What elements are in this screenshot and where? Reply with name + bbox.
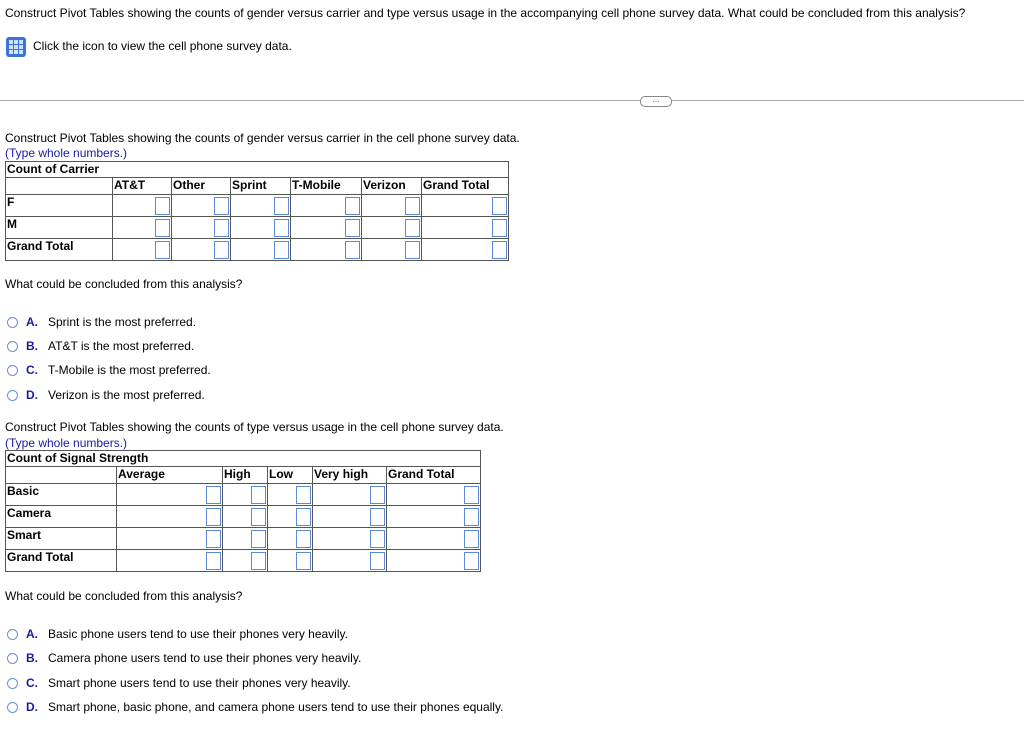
table-cell (291, 239, 362, 261)
table-cell (362, 239, 422, 261)
table-cell (172, 239, 231, 261)
option-letter: D. (26, 388, 38, 402)
answer-option[interactable] (7, 651, 361, 665)
count-input[interactable] (492, 219, 507, 237)
question-text: Construct Pivot Tables showing the counts of gender versus carrier and type versus usage in the accompanying cell phone survey data. What could be concluded from this analysis? (5, 6, 966, 20)
count-input[interactable] (370, 486, 385, 504)
table-cell (117, 506, 223, 528)
table-cell (117, 484, 223, 506)
count-input[interactable] (492, 197, 507, 215)
count-input[interactable] (464, 530, 479, 548)
table-cell (117, 528, 223, 550)
table-cell (291, 217, 362, 239)
count-input[interactable] (251, 530, 266, 548)
part1-instruction: Construct Pivot Tables showing the counts of gender versus carrier in the cell phone survey data. (5, 131, 520, 145)
count-input[interactable] (370, 508, 385, 526)
radio-button[interactable] (7, 317, 18, 328)
table-title: Count of Signal Strength (6, 451, 481, 467)
radio-button[interactable] (7, 390, 18, 401)
option-text: AT&T is the most preferred. (48, 339, 195, 353)
option-letter: C. (26, 676, 38, 690)
count-input[interactable] (464, 508, 479, 526)
radio-button[interactable] (7, 678, 18, 689)
table-cell (113, 217, 172, 239)
table-cell (291, 195, 362, 217)
count-input[interactable] (345, 219, 360, 237)
answer-option[interactable] (7, 363, 211, 377)
table-header-row (6, 467, 481, 484)
answer-option[interactable] (7, 388, 205, 402)
answer-option[interactable] (7, 315, 196, 329)
table-cell (223, 550, 268, 572)
part2-hint: (Type whole numbers.) (5, 436, 128, 450)
table-row (6, 484, 481, 506)
count-input[interactable] (370, 552, 385, 570)
answer-option[interactable] (7, 627, 348, 641)
option-letter: B. (26, 651, 38, 665)
count-input[interactable] (370, 530, 385, 548)
table-cell (268, 550, 313, 572)
option-text: T-Mobile is the most preferred. (48, 363, 211, 377)
table-cell (313, 506, 387, 528)
table-cell (172, 195, 231, 217)
data-link-text: Click the icon to view the cell phone survey data. (33, 39, 292, 53)
option-letter: B. (26, 339, 38, 353)
part2-instruction: Construct Pivot Tables showing the counts of type versus usage in the cell phone survey data. (5, 420, 504, 434)
count-input[interactable] (206, 508, 221, 526)
option-letter: A. (26, 627, 38, 641)
row-header: Grand Total (6, 239, 113, 261)
table-cell (223, 484, 268, 506)
count-input[interactable] (251, 508, 266, 526)
row-header: F (6, 195, 113, 217)
table-row (6, 239, 509, 261)
part2-conclusion-prompt: What could be concluded from this analysis? (5, 589, 243, 603)
option-letter: C. (26, 363, 38, 377)
option-text: Sprint is the most preferred. (48, 315, 197, 329)
table-cell (313, 550, 387, 572)
count-input[interactable] (345, 197, 360, 215)
table-cell (117, 550, 223, 572)
count-input[interactable] (274, 219, 289, 237)
table-row (6, 195, 509, 217)
count-input[interactable] (206, 552, 221, 570)
option-letter: A. (26, 315, 38, 329)
count-input[interactable] (251, 486, 266, 504)
table-row (6, 550, 481, 572)
count-input[interactable] (274, 197, 289, 215)
count-input[interactable] (405, 197, 420, 215)
count-input[interactable] (155, 219, 170, 237)
divider (0, 100, 1024, 101)
table-cell (223, 506, 268, 528)
count-input[interactable] (345, 241, 360, 259)
table-title-row (6, 162, 509, 178)
table-cell (387, 506, 481, 528)
table-row (6, 506, 481, 528)
row-header: Camera (6, 506, 117, 528)
column-header: AT&T (113, 178, 172, 195)
table-cell (231, 217, 291, 239)
table-cell (422, 239, 509, 261)
table-cell (113, 195, 172, 217)
count-input[interactable] (214, 197, 229, 215)
data-table-icon[interactable] (6, 37, 26, 57)
part1-hint: (Type whole numbers.) (5, 146, 128, 160)
count-input[interactable] (274, 241, 289, 259)
table-cell (422, 217, 509, 239)
table-cell (231, 195, 291, 217)
table-cell (387, 528, 481, 550)
column-header: Verizon (362, 178, 422, 195)
column-header: High (223, 467, 268, 484)
count-input[interactable] (155, 241, 170, 259)
column-header: Average (117, 467, 223, 484)
corner-cell (6, 178, 113, 195)
table-header-row (6, 178, 509, 195)
radio-button[interactable] (7, 629, 18, 640)
option-text: Basic phone users tend to use their phones very heavily. (48, 627, 348, 641)
table-cell (313, 528, 387, 550)
corner-cell (6, 467, 117, 484)
count-input[interactable] (214, 219, 229, 237)
option-letter: D. (26, 700, 38, 714)
column-header: Grand Total (422, 178, 509, 195)
table-cell (268, 506, 313, 528)
table-cell (387, 484, 481, 506)
row-header: Basic (6, 484, 117, 506)
table-title: Count of Carrier (6, 162, 509, 178)
table-cell (268, 484, 313, 506)
table-cell (422, 195, 509, 217)
count-input[interactable] (296, 508, 311, 526)
more-button[interactable]: ... (640, 96, 672, 107)
table-cell (223, 528, 268, 550)
count-input[interactable] (206, 530, 221, 548)
column-header: T-Mobile (291, 178, 362, 195)
count-input[interactable] (492, 241, 507, 259)
column-header: Very high (313, 467, 387, 484)
count-input[interactable] (214, 241, 229, 259)
count-input[interactable] (405, 241, 420, 259)
table-cell (362, 217, 422, 239)
table-cell (113, 239, 172, 261)
table-cell (313, 484, 387, 506)
count-input[interactable] (296, 486, 311, 504)
row-header: Grand Total (6, 550, 117, 572)
column-header: Other (172, 178, 231, 195)
option-text: Smart phone users tend to use their phones very heavily. (48, 676, 351, 690)
table-cell (172, 217, 231, 239)
column-header: Low (268, 467, 313, 484)
option-text: Camera phone users tend to use their phones very heavily. (48, 651, 362, 665)
answer-option[interactable] (7, 700, 503, 714)
radio-button[interactable] (7, 653, 18, 664)
part1-conclusion-prompt: What could be concluded from this analysis? (5, 277, 243, 291)
option-text: Smart phone, basic phone, and camera phone users tend to use their phones equally. (48, 700, 504, 714)
column-header: Sprint (231, 178, 291, 195)
radio-button[interactable] (7, 702, 18, 713)
count-input[interactable] (464, 486, 479, 504)
radio-button[interactable] (7, 341, 18, 352)
answer-option[interactable] (7, 339, 194, 353)
answer-option[interactable] (7, 676, 351, 690)
radio-button[interactable] (7, 365, 18, 376)
table-cell (387, 550, 481, 572)
count-input[interactable] (206, 486, 221, 504)
count-input[interactable] (296, 552, 311, 570)
row-header: M (6, 217, 113, 239)
table-title-row (6, 451, 481, 467)
carrier-pivot-table (5, 161, 509, 261)
table-row (6, 217, 509, 239)
table-row (6, 528, 481, 550)
table-cell (231, 239, 291, 261)
row-header: Smart (6, 528, 117, 550)
count-input[interactable] (405, 219, 420, 237)
count-input[interactable] (296, 530, 311, 548)
column-header: Grand Total (387, 467, 481, 484)
count-input[interactable] (464, 552, 479, 570)
table-cell (268, 528, 313, 550)
signal-pivot-table (5, 450, 481, 572)
count-input[interactable] (155, 197, 170, 215)
option-text: Verizon is the most preferred. (48, 388, 205, 402)
count-input[interactable] (251, 552, 266, 570)
table-cell (362, 195, 422, 217)
